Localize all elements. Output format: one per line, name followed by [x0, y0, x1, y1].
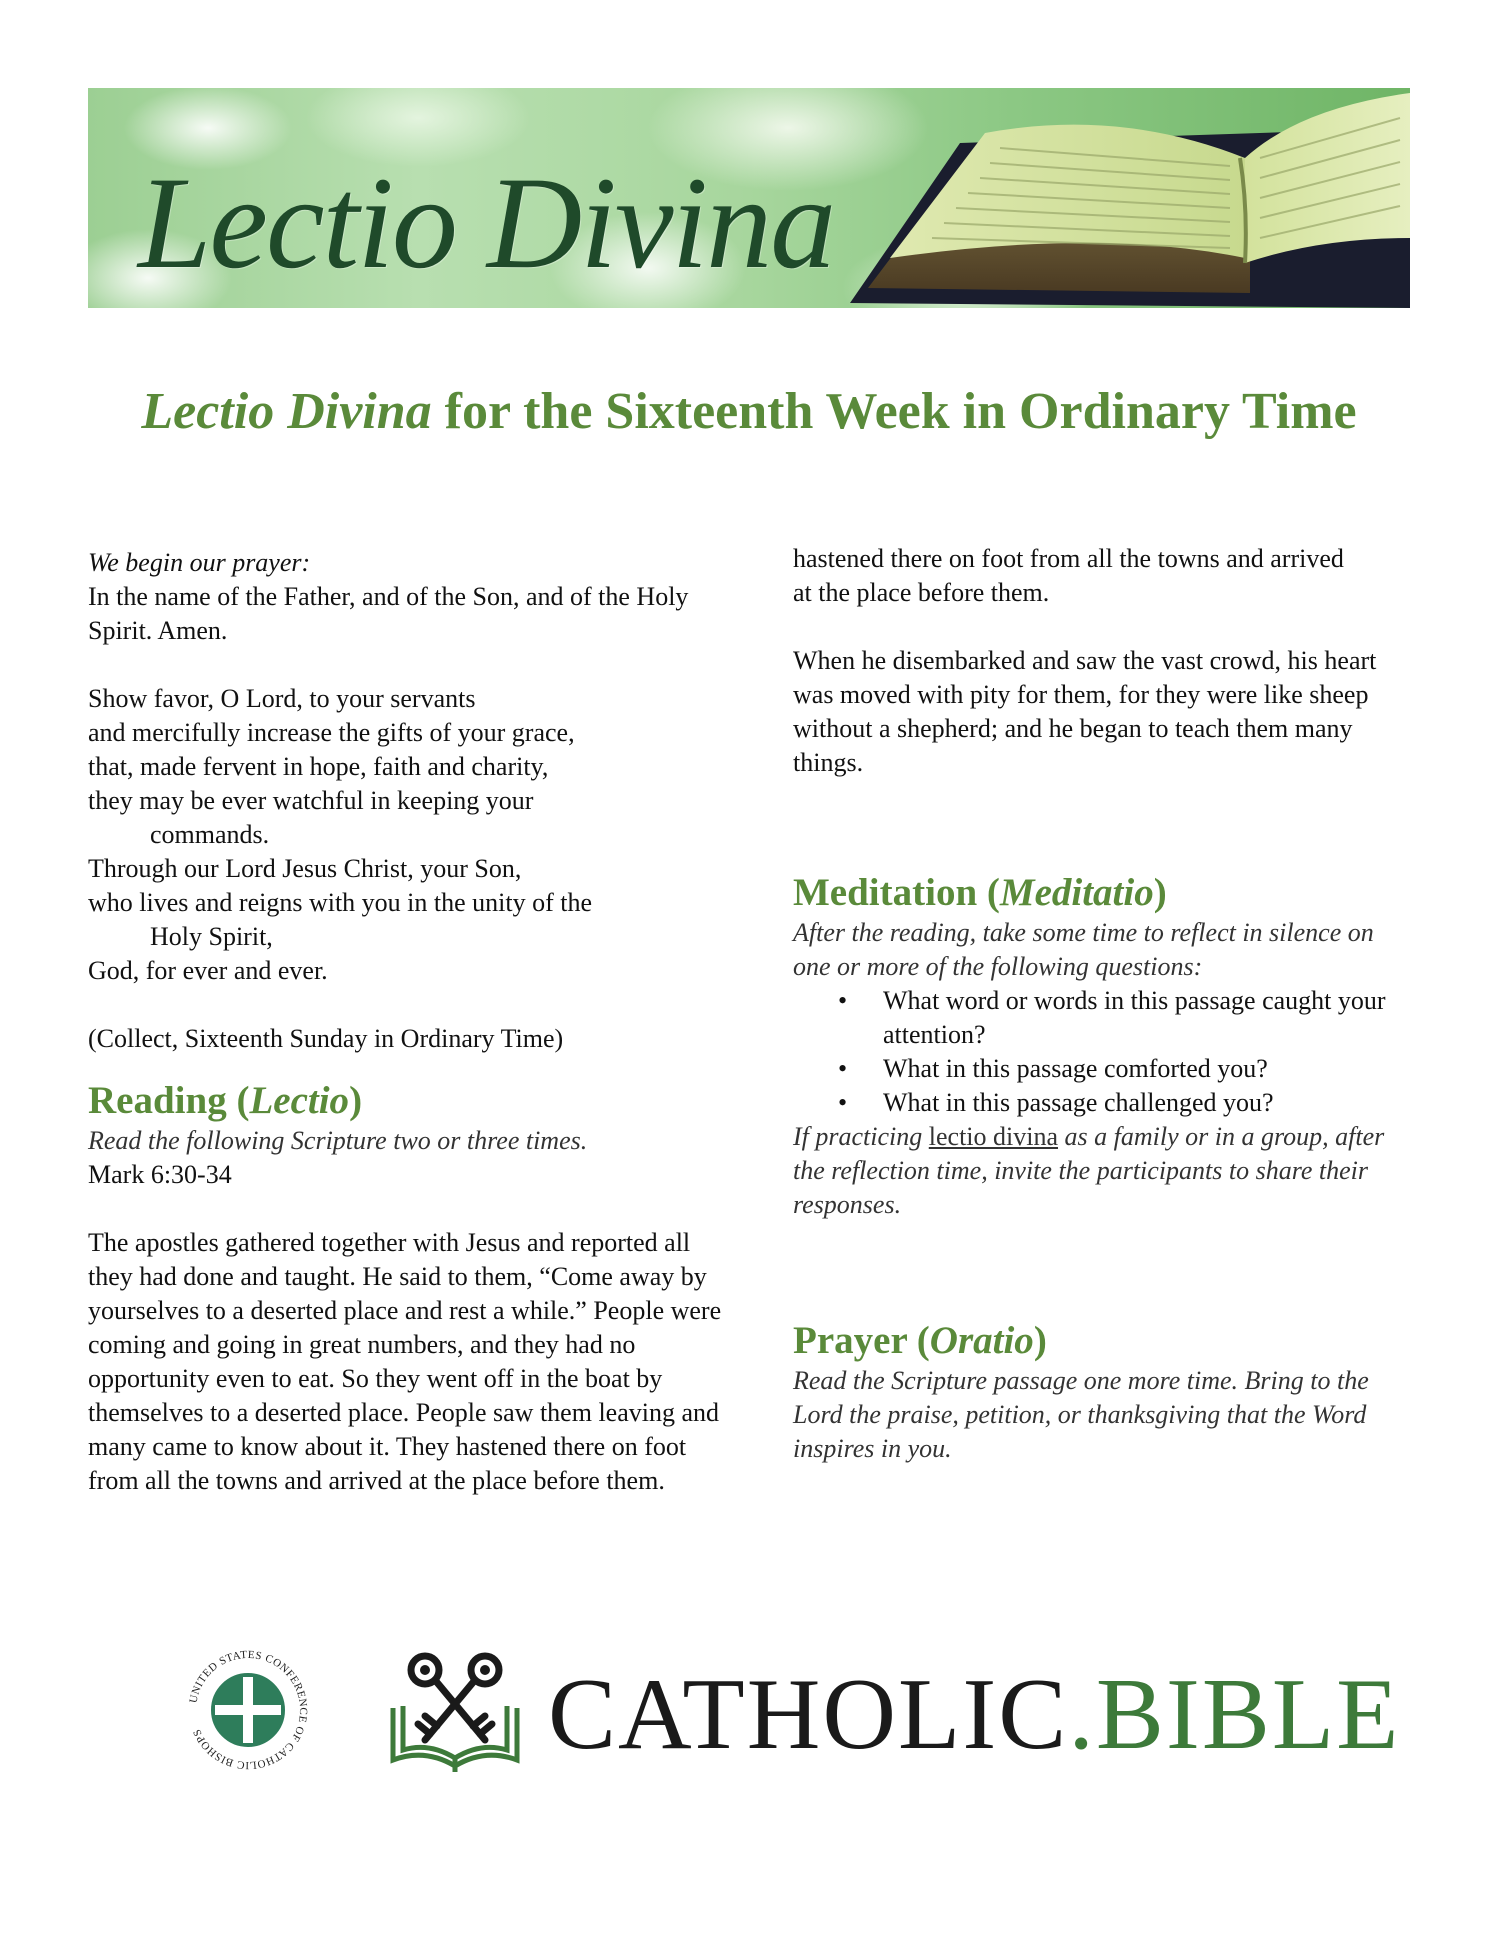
page-title-rest: for the Sixteenth Week in Ordinary Time [431, 383, 1357, 440]
meditation-instruction: After the reading, take some time to reflect in silence on one or more of the following questions: [793, 918, 1374, 981]
collect-line: Holy Spirit, [150, 922, 273, 951]
reading-passage-1: The apostles gathered together with Jesus and reported all they had done and taught. He said to them, “Come away by yourselves to a deserted place and rest a while.” People were coming and going in great numbers, and they had no opportunity even to eat. So they went off in the boat by themselves to a deserted place. People saw them leaving and many came to know about it. They hastened there on foot from all the towns and arrived at the place before them. [88, 1228, 722, 1495]
reading-instruction: Read the following Scripture two or three times. [88, 1126, 588, 1155]
collect-line: that, made fervent in hope, faith and charity, [88, 752, 549, 781]
reading-heading: Reading (Lectio) [88, 1079, 363, 1122]
reading-passage-2: When he disembarked and saw the vast crowd, his heart was moved with pity for them, for they were like sheep without a shepherd; and he began to teach them many things. [793, 646, 1377, 777]
collect-line: Show favor, O Lord, to your servants [88, 684, 476, 713]
meditation-heading: Meditation (Meditatio) [793, 871, 1167, 914]
reading-citation: Mark 6:30-34 [88, 1160, 232, 1189]
prayer-instruction: Read the Scripture passage one more time. Bring to the Lord the praise, petition, or thanksgiving that the Word inspires in you. [793, 1366, 1369, 1463]
collect-line: commands. [150, 820, 270, 849]
page-title-italic: Lectio Divina [141, 383, 432, 440]
collect-line: and mercifully increase the gifts of your grace, [88, 718, 575, 747]
list-item: • What word or words in this passage caught your attention? [793, 984, 1413, 1052]
header-banner [88, 88, 1410, 308]
usccb-logo [183, 1645, 313, 1775]
banner-title: Lectio Divina [138, 149, 835, 296]
svg-text:UNITED STATES CONFERENCE OF CA: UNITED STATES CONFERENCE OF CATHOLIC BISHOPS [187, 1648, 310, 1772]
left-column [88, 546, 728, 1495]
collect-line: God, for ever and ever. [88, 956, 328, 985]
group-note: If practicing lectio divina as a family or in a group, after the reflection time, invite the participants to share their responses. [793, 1122, 1385, 1219]
intro-label: We begin our prayer: [88, 548, 311, 577]
catholic-bible-wordmark: CATHOLIC.BIBLE [548, 1658, 1401, 1771]
meditation-questions [793, 984, 1413, 1120]
collect-line: Through our Lord Jesus Christ, your Son, [88, 854, 522, 883]
list-item: • What in this passage challenged you? [793, 1086, 1413, 1120]
collect-line: who lives and reigns with you in the unity of the [88, 888, 593, 917]
collect-source: (Collect, Sixteenth Sunday in Ordinary Time) [88, 1024, 564, 1053]
page-title [88, 378, 1410, 446]
catholic-bible-keys-icon [385, 1648, 525, 1778]
sign-of-cross: In the name of the Father, and of the Son, and of the Holy Spirit. Amen. [88, 582, 689, 645]
collect-prayer [88, 682, 728, 988]
open-bible-image [850, 88, 1410, 308]
collect-line: they may be ever watchful in keeping your [88, 786, 534, 815]
list-item: • What in this passage comforted you? [793, 1052, 1413, 1086]
reading-passage-1-continued: hastened there on foot from all the towns and arrived at the place before them. [793, 544, 1344, 607]
lectio-divina-link[interactable]: lectio divina [928, 1122, 1059, 1151]
prayer-heading: Prayer (Oratio) [793, 1319, 1047, 1362]
right-column [793, 542, 1423, 1466]
